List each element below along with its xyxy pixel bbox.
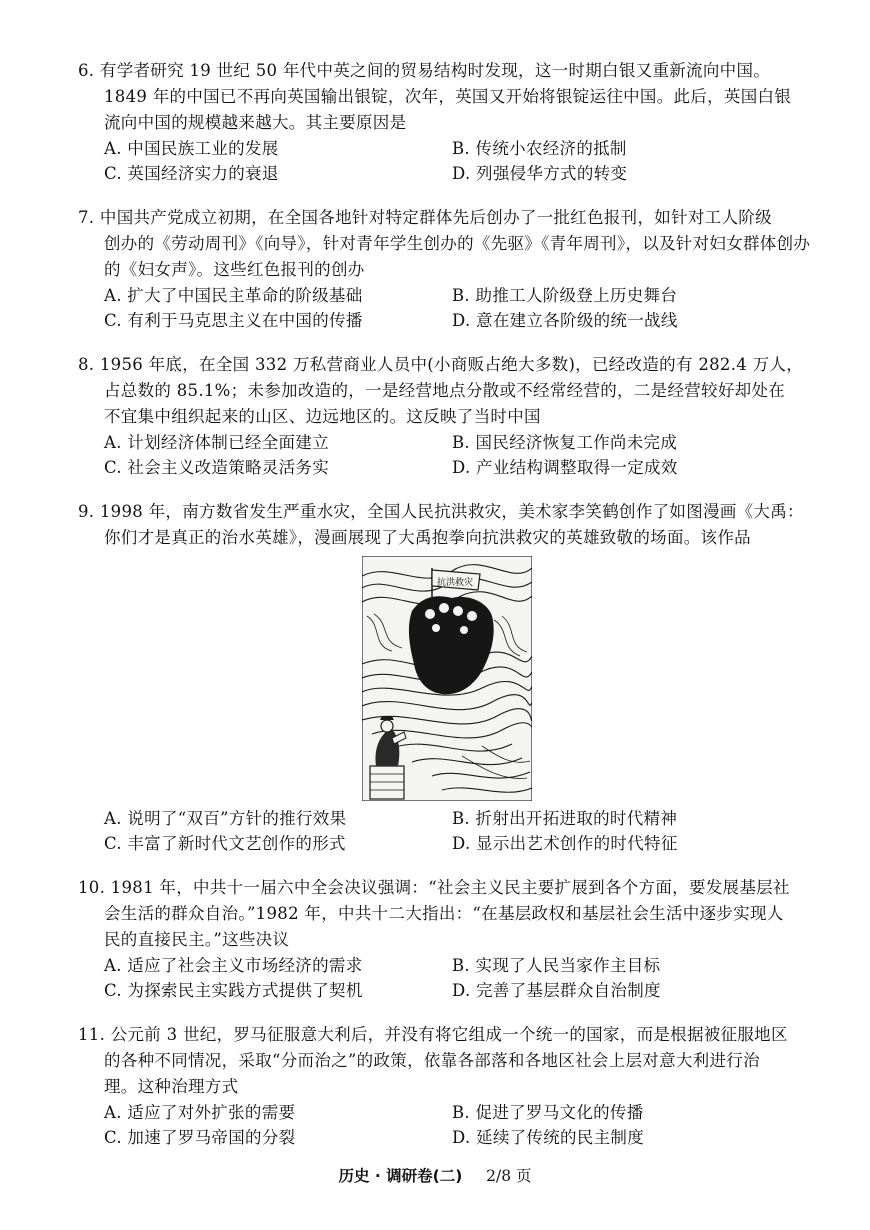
question-10-line-1: 10. 1981 年，中共十一届六中全会决议强调：“社会主义民主要扩展到各个方面，要发展基层社	[78, 878, 790, 897]
question-8-line-3: 不宜集中组织起来的山区、边远地区的。这反映了当时中国	[104, 407, 541, 426]
question-8-option-a[interactable]: A. 计划经济体制已经全面建立	[104, 433, 329, 452]
question-6-option-d[interactable]: D. 列强侵华方式的转变	[452, 164, 628, 183]
question-9-line-1: 9. 1998 年，南方数省发生严重水灾，全国人民抗洪救灾，美术家李笑鹤创作了如图漫画《大禹：	[78, 502, 804, 521]
question-10-option-b[interactable]: B. 实现了人民当家作主目标	[452, 956, 661, 975]
question-10-line-2: 会生活的群众自治。”1982 年，中共十二大指出：“在基层政权和基层社会生活中逐步实现人	[104, 904, 784, 923]
question-8-option-b[interactable]: B. 国民经济恢复工作尚未完成	[452, 433, 678, 452]
question-7-line-2: 创办的《劳动周刊》《向导》，针对青年学生创办的《先驱》《青年周刊》，以及针对妇女群体创办	[104, 234, 811, 253]
question-6-line-3: 流向中国的规模越来越大。其主要原因是	[104, 113, 407, 132]
question-8-line-2: 占总数的 85.1%；未参加改造的，一是经营地点分散或不经常经营的，二是经营较好却处在	[104, 381, 786, 400]
footer-page-number: 2/8 页	[486, 1167, 532, 1185]
question-6-option-b[interactable]: B. 传统小农经济的抵制	[452, 139, 627, 158]
question-7-option-a[interactable]: A. 扩大了中国民主革命的阶级基础	[104, 286, 363, 305]
question-9-line-2: 你们才是真正的治水英雄》，漫画展现了大禹抱拳向抗洪救灾的英雄致敬的场面。该作品	[104, 528, 751, 547]
question-8-line-1: 8. 1956 年底，在全国 332 万私营商业人员中(小商贩占绝大多数)，已经改造的有 282.4 万人，	[78, 355, 804, 374]
question-9-option-a[interactable]: A. 说明了“双百”方针的推行效果	[104, 809, 347, 828]
question-7-option-c[interactable]: C. 有利于马克思主义在中国的传播	[104, 311, 363, 330]
question-11-option-c[interactable]: C. 加速了罗马帝国的分裂	[104, 1128, 296, 1147]
question-6-option-a[interactable]: A. 中国民族工业的发展	[104, 139, 279, 158]
question-11-option-a[interactable]: A. 适应了对外扩张的需要	[104, 1103, 296, 1122]
page-footer	[0, 1166, 870, 1186]
question-10-option-c[interactable]: C. 为探索民主实践方式提供了契机	[104, 981, 363, 1000]
question-9-option-d[interactable]: D. 显示出艺术创作的时代特征	[452, 834, 678, 853]
footer-exam-title: 历史 · 调研卷(二)	[338, 1167, 463, 1185]
question-7-option-d[interactable]: D. 意在建立各阶级的统一战线	[452, 311, 678, 330]
question-8-option-d[interactable]: D. 产业结构调整取得一定成效	[452, 458, 678, 477]
question-9-option-c[interactable]: C. 丰富了新时代文艺创作的形式	[104, 834, 346, 853]
question-11-line-2: 的各种不同情况，采取“分而治之”的政策，依靠各部落和各地区社会上层对意大利进行治	[104, 1051, 760, 1070]
question-6-line-2: 1849 年的中国已不再向英国输出银锭，次年，英国又开始将银锭运往中国。此后，英国白银	[104, 87, 792, 106]
question-7-line-1: 7. 中国共产党成立初期，在全国各地针对特定群体先后创办了一批红色报刊，如针对工人阶级	[78, 208, 772, 227]
cartoon-banner-text: 抗洪救灾	[436, 578, 474, 588]
question-8-option-c[interactable]: C. 社会主义改造策略灵活务实	[104, 458, 330, 477]
question-7-option-b[interactable]: B. 助推工人阶级登上历史舞台	[452, 286, 678, 305]
question-11-option-b[interactable]: B. 促进了罗马文化的传播	[452, 1103, 644, 1122]
question-11-line-3: 理。这种治理方式	[104, 1077, 239, 1096]
question-11-line-1: 11. 公元前 3 世纪，罗马征服意大利后，并没有将它组成一个统一的国家，而是根据被征服地区	[78, 1025, 788, 1044]
question-10-option-d[interactable]: D. 完善了基层群众自治制度	[452, 981, 661, 1000]
question-11-option-d[interactable]: D. 延续了传统的民主制度	[452, 1128, 645, 1147]
question-6-line-1: 6. 有学者研究 19 世纪 50 年代中英之间的贸易结构时发现，这一时期白银又重新流向中国。	[78, 61, 771, 80]
question-9-option-b[interactable]: B. 折射出开拓进取的时代精神	[452, 809, 678, 828]
question-10-option-a[interactable]: A. 适应了社会主义市场经济的需求	[104, 956, 363, 975]
dayu-cartoon-image	[362, 556, 532, 801]
question-10-line-3: 民的直接民主。”这些决议	[104, 930, 290, 949]
question-6-option-c[interactable]: C. 英国经济实力的衰退	[104, 164, 279, 183]
question-7-line-3: 的《妇女声》。这些红色报刊的创办	[104, 260, 365, 279]
dayu-cartoon-drawing	[362, 556, 532, 801]
